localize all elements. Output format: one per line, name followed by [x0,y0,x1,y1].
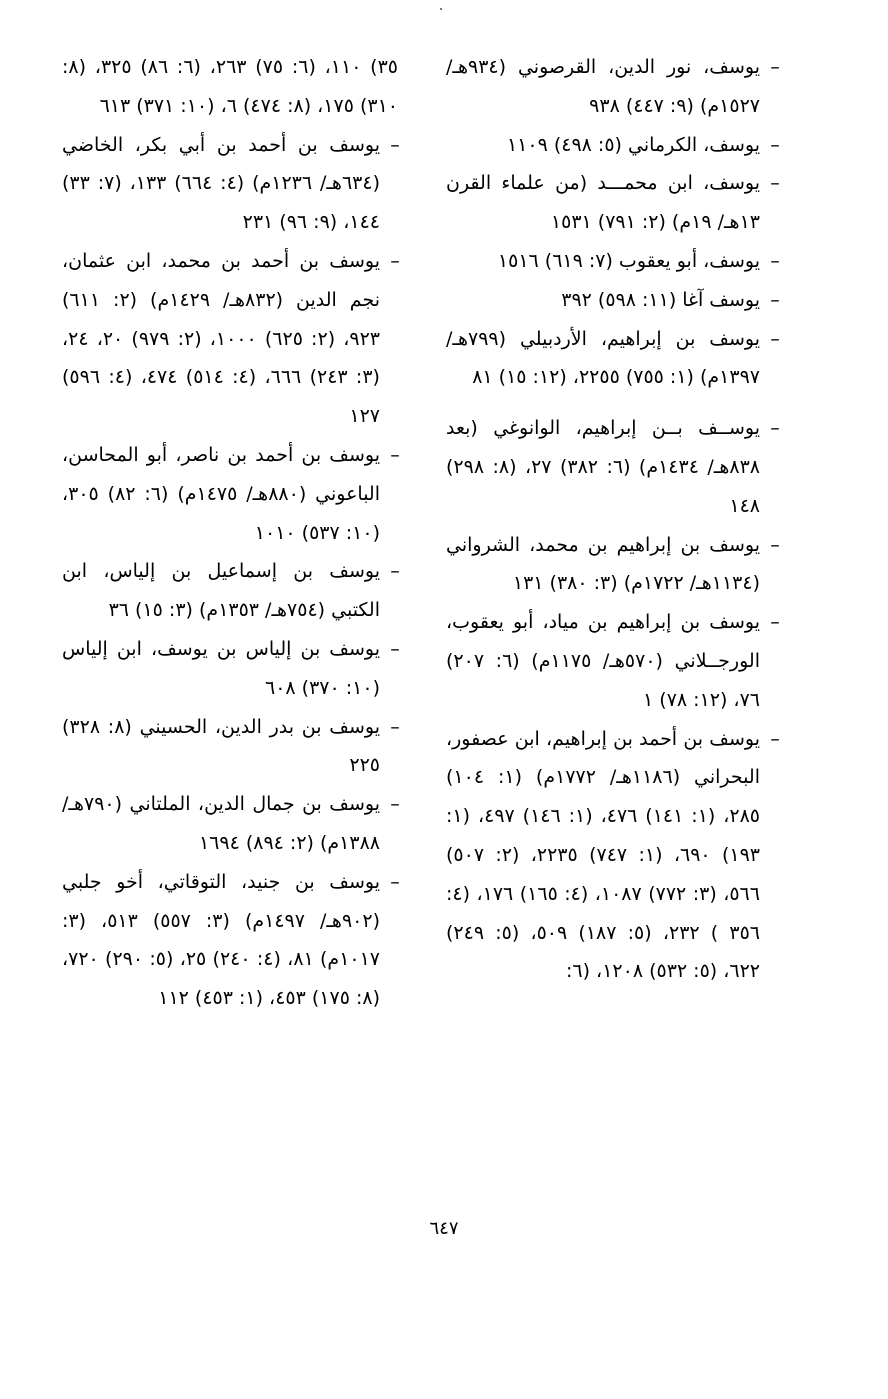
index-entry [446,409,782,525]
index-entry [62,630,402,708]
index-entry [446,281,782,320]
index-entry [62,436,402,552]
index-entry [446,48,782,126]
entry-dash: – [770,249,780,272]
index-entry [446,242,782,281]
entry-text: يوسف بن إبراهيم بن محمد، الشرواني (١١٣٤هـ/ ١٧٢٢م) (٣: ٣٨٠) ١٣١ [446,533,760,595]
entry-text: يوسف بن أحمد بن إبراهيم، ابن عصفور، البحراني (١١٨٦هـ/ ١٧٧٢م) (١: ١٠٤) ٢٨٥، (١: ١٤١) ٤٧٦، (١: ١٤٦) ٤٩٧، (١: ١٩٣) ٦٩٠، (١: ٧٤٧) ٢٢٣٥، (٢: ٥٠٧) ٥٦٦، (٣: ٧٧٢) ١٠٨٧، (٤: ١٦٥) ١٧٦، (٤: ٣٥٦ ) ٢٣٢، (٥: ١٨٧) ٥٠٩، (٥: ٢٤٩) ٦٢٢، (٥: ٥٣٢) ١٢٠٨، (٦: [446,727,761,983]
index-entry [62,126,402,242]
entry-dash: – [770,172,780,195]
index-entry [446,126,782,165]
index-entry [446,720,782,992]
entry-text: يوسف، نور الدين، القرصوني (٩٣٤هـ/ ١٥٢٧م) (٩: ٤٤٧) ٩٣٨ [446,56,760,117]
entry-text: يوسف بن إبراهيم بن مياد، أبو يعقوب، الورجــلاني (٥٧٠هـ/ ١١٧٥م) (٦: ٢٠٧) ٧٦، (١٢: ٧٨) ١ [446,611,760,711]
index-entry [446,526,782,604]
index-column-right [446,48,782,991]
index-entry [446,164,782,242]
entry-dash: – [390,133,400,156]
entry-text: يوسف بن بدر الدين، الحسيني (٨: ٣٢٨) ٢٢٥ [62,715,380,777]
entry-text: يوسف بن إلياس بن يوسف، ابن إلياس (١٠: ٣٧٠) ٦٠٨ [62,637,380,699]
page-number: ٦٤٧ [429,1218,459,1239]
entry-text: يوســف بــن إبراهيم، الوانوغي (بعد ٨٣٨هـ/ ١٤٣٤م) (٦: ٣٨٢) ٢٧، (٨: ٢٩٨) ١٤٨ [446,417,760,517]
index-entry [62,785,402,863]
entry-text: يوسف آغا (١١: ٥٩٨) ٣٩٢ [561,288,760,311]
entry-dash: – [390,560,400,583]
entry-text: ٣٥) ١١٠، (٦: ٧٥) ٢٦٣، (٦: ٨٦) ٣٢٥، (٨: ٣١٠) ١٧٥، (٨: ٤٧٤) ٦، (١٠: ٣٧١) ٦١٣ [62,56,398,117]
entry-dash: – [770,533,780,556]
entry-text: يوسف بن إبراهيم، الأردبيلي (٧٩٩هـ/ ١٣٩٧م) (١: ٧٥٥) ٢٢٥٥، (١٢: ١٥) ٨١ [446,327,760,389]
index-entry-continued [62,48,402,126]
entry-dash: – [770,417,780,440]
index-entry [62,552,402,630]
entry-dash: – [770,327,780,350]
entry-text: يوسف بن إسماعيل بن إلياس، ابن الكتبي (٧٥٤هـ/ ١٣٥٣م) (٣: ١٥) ٣٦ [62,560,380,622]
index-entry [446,603,782,719]
entry-dash: – [390,637,400,660]
entry-dash: – [390,443,400,466]
index-entry [62,242,402,436]
entry-text: يوسف، أبو يعقوب (٧: ٦١٩) ١٥١٦ [497,249,760,272]
entry-text: يوسف، الكرماني (٥: ٤٩٨) ١١٠٩ [506,133,760,156]
entry-text: يوسف بن أحمد بن محمد، ابن عثمان، نجم الدين (٨٣٢هـ/ ١٤٢٩م) (٢: ٦١١) ٩٢٣، (٢: ٦٢٥) ١٠٠٠، (٢: ٩٧٩) ٢٠، ٢٤، (٣: ٢٤٣) ٦٦٦، (٤: ٥١٤) ٤٧٤، (٤: ٥٩٦) ١٢٧ [62,249,381,428]
entry-text: يوسف، ابن محمـــد (من علماء القرن ١٣هـ/ ١٩م) (٢: ٧٩١) ١٥٣١ [446,172,760,234]
entry-dash: – [770,727,780,750]
entry-text: يوسف بن جنيد، التوقاتي، أخو جلبي (٩٠٢هـ/ ١٤٩٧م) (٣: ٥٥٧) ٥١٣، (٣: ١٠١٧م) ٨١، (٤: ٢٤٠) ٢٥، (٥: ٢٩٠) ٧٢٠، (٨: ١٧٥) ٤٥٣، (١: ٤٥٣) ١١٢ [62,870,381,1010]
entry-dash: – [770,56,780,78]
index-entry [62,863,402,1018]
entry-text: يوسف بن أحمد بن ناصر، أبو المحاسن، الباعوني (٨٨٠هـ/ ١٤٧٥م) (٦: ٨٢) ٣٠٥، (١٠: ٥٣٧) ١٠١٠ [62,443,380,544]
entry-dash: – [770,133,780,156]
entry-dash: – [770,288,780,311]
entry-dash: – [390,715,400,738]
index-entry [446,320,782,398]
entry-text: يوسف بن أحمد بن أبي بكر، الخاضي (٦٣٤هـ/ ١٢٣٦م) (٤: ٦٦٤) ١٣٣، (٧: ٣٣) ١٤٤، (٩: ٩٦) ٢٣١ [62,133,380,234]
entry-text: يوسف بن جمال الدين، الملتاني (٧٩٠هـ/ ١٣٨٨م) (٢: ٨٩٤) ١٦٩٤ [62,793,380,854]
index-entry [62,708,402,786]
entry-dash: – [390,870,400,893]
index-column-left [62,48,402,1018]
entry-dash: – [770,611,780,634]
entry-dash: – [390,249,400,272]
scan-dot [440,8,442,10]
entry-dash: – [390,793,400,816]
